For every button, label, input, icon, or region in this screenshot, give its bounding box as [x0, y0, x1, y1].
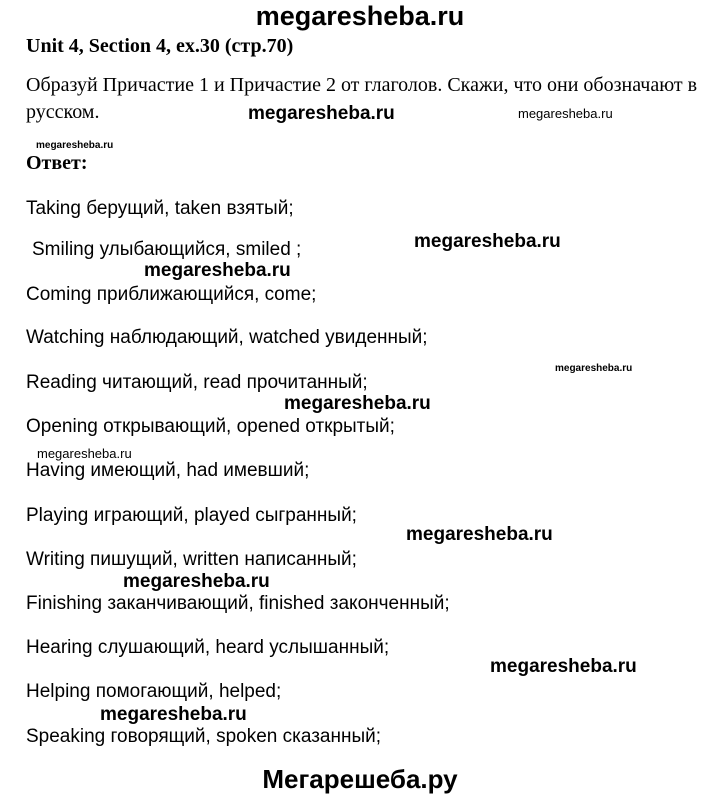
- watermark: megaresheba.ru: [555, 363, 633, 374]
- answer-label: Ответ:: [26, 152, 88, 174]
- watermark: megaresheba.ru: [248, 103, 395, 124]
- watermark: megaresheba.ru: [414, 231, 561, 252]
- watermark: megaresheba.ru: [490, 656, 637, 677]
- watermark-bottom: Мегарешеба.ру: [262, 764, 458, 794]
- watermark: megaresheba.ru: [144, 260, 291, 281]
- answer-line: Watching наблюдающий, watched увиденный;: [26, 327, 428, 348]
- watermark: megaresheba.ru: [284, 393, 431, 414]
- answer-line: Smiling улыбающийся, smiled ;: [32, 239, 302, 260]
- answer-line: Hearing слушающий, heard услышанный;: [26, 637, 390, 658]
- answer-line: Speaking говорящий, spoken сказанный;: [26, 726, 382, 747]
- exercise-heading: Unit 4, Section 4, ex.30 (стр.70): [26, 35, 294, 57]
- answer-line: Having имеющий, had имевший;: [26, 460, 310, 481]
- answer-line: Opening открывающий, opened открытый;: [26, 416, 395, 437]
- answer-line: Finishing заканчивающий, finished законченный;: [26, 593, 450, 614]
- watermark: megaresheba.ru: [37, 446, 132, 461]
- answer-line: Playing играющий, played сыгранный;: [26, 505, 357, 526]
- answer-line: Helping помогающий, helped;: [26, 681, 282, 702]
- watermark: megaresheba.ru: [406, 524, 553, 545]
- answer-line: Coming приближающийся, come;: [26, 284, 317, 305]
- watermark: megaresheba.ru: [123, 571, 270, 592]
- answer-line: Writing пишущий, written написанный;: [26, 549, 357, 570]
- watermark: megaresheba.ru: [100, 704, 247, 725]
- exercise-instruction: Образуй Причастие 1 и Причастие 2 от глаголов. Скажи, что они обозначают в русском.: [26, 74, 698, 123]
- watermark: megaresheba.ru: [518, 106, 613, 121]
- answer-line: Reading читающий, read прочитанный;: [26, 372, 368, 393]
- watermark: megaresheba.ru: [36, 140, 114, 151]
- answer-line: Taking берущий, taken взятый;: [26, 198, 294, 219]
- watermark-top: megaresheba.ru: [255, 1, 465, 31]
